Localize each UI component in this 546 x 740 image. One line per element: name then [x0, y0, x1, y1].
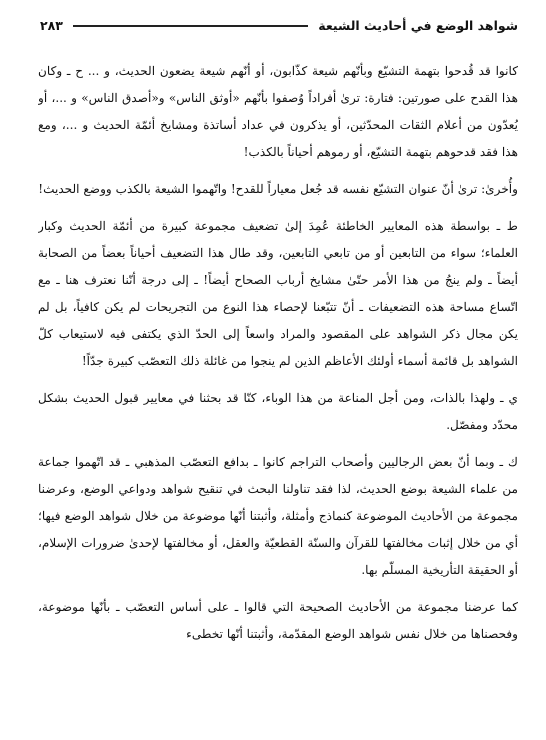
paragraph: ك ـ وبما أنّ بعض الرجاليين وأصحاب التراجم كانوا ـ بدافع التعصّب المذهبي ـ قد اتّهموا جماعة من علماء الشيعة بوضع الحديث، لذا فقد تناولنا البحث في تنقيح شواهد ودواعي الوضع، وعرضنا مجموعة من الأحاديث الموضوعة كنماذج وأمثلة، وأثبتنا أنّها موضوعة من خلال شواهد الوضع فيها؛ أي من خلال إثبات مخالفتها للقرآن والسنّة القطعيّة والعقل، أو مخالفتها لإحدىٰ ضرورات الإسلام، أو الحقيقة التأريخية المسلّم بها.	[38, 455, 518, 577]
paragraph: ي ـ ولهذا بالذات، ومن أجل المناعة من هذا الوباء، كنّا قد بحثنا في معايير قبول الحديث بشكل محدّد ومفصّل.	[38, 391, 518, 432]
running-title: شواهد الوضع في أحاديث الشيعة	[318, 17, 518, 33]
paragraph: كانوا قد قُدحوا بتهمة التشيّع وبأنّهم شيعة كذّابون، أو أنّهم شيعة يضعون الحديث، و ... ح ـ وكان هذا القدح على صورتين: فتارة: ترىٰ أفراداً وُصفوا بأنّهم «أوثق الناس» و«أصدق الناس» و ...، أو يُعدّون من أعلام الثقات المحدّثين، أو يذكرون في عداد أساتذة ومشايخ أئمّة الحديث و ...، ومع هذا فقد قدحوهم بتهمة التشيّع، أو رموهم أحياناً بالكذب!	[38, 64, 518, 159]
page-number: ٢٨٣	[40, 17, 63, 33]
header-rule	[73, 25, 308, 27]
paragraph: ط ـ بواسطة هذه المعايير الخاطئة عُمِدَ إلىٰ تضعيف مجموعة كبيرة من أئمّة الحديث وكبار العلماء؛ سواء من التابعين أو من تابعي التابعين، وقد طال هذا التضعيف أحياناً بعضاً من الصحابة أيضاً ـ ولم ينجُ من هذا الأمر حتّىٰ مشايخ أرباب الصحاح أيضاً! ـ إلى درجة أنّنا نعترف هنا ـ مع اتّساع مساحة هذه التضعيفات ـ أنّ تتبّعنا لإحصاء هذا النوع من التجريحات لم يكن كافياً، بل لم يكن مجال ذكر الشواهد على المقصود والمراد واسعاً إلى الحدّ الذي يكتفى فيه لاستيعاب كلّ الشواهد بل قائمة أسماء أولئك الأعاظم الذين لم ينجوا من غائلة ذلك التعصّب كبيرة جدّاً!	[38, 219, 518, 368]
page-body	[38, 58, 518, 734]
paragraph: كما عرضنا مجموعة من الأحاديث الصحيحة التي قالوا ـ على أساس التعصّب ـ بأنّها موضوعة، وفحصناها من خلال نفس شواهد الوضع المقدّمة، وأثبتنا أنّها تخطىء	[38, 600, 518, 641]
page-header	[40, 14, 518, 36]
paragraph: وأُخرىٰ: ترىٰ أنّ عنوان التشيّع نفسه قد جُعل معياراً للقدح! واتّهموا الشيعة بالكذب ووضع الحديث!	[38, 182, 518, 196]
